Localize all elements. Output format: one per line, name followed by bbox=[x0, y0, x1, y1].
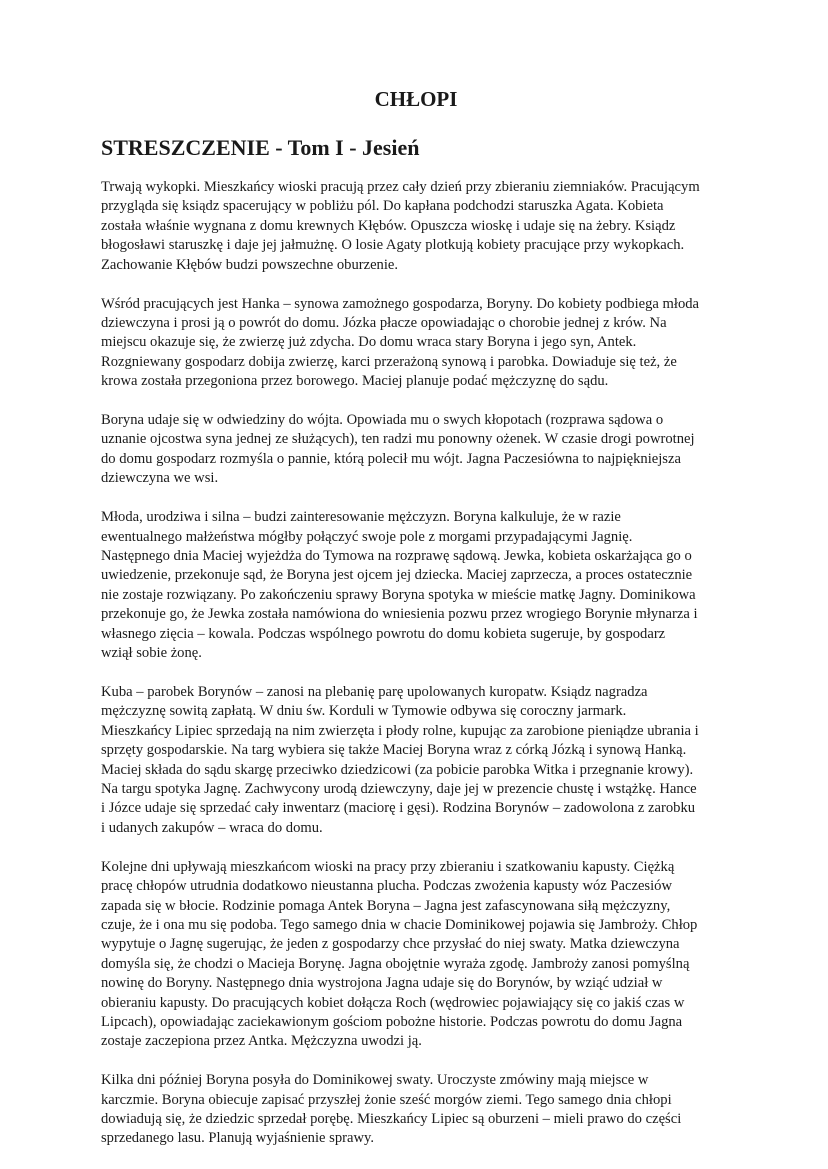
paragraph-line: nowinę do Boryny. Następnego dnia wystrojona Jagna udaje się do Borynów, by wziąć udział w bbox=[101, 975, 663, 992]
summary-paragraph bbox=[101, 295, 731, 392]
paragraph-line: Następnego dnia Maciej wyjeżdża do Tymowa na rozprawę sądową. Jewka, kobieta oskarżająca go o bbox=[101, 548, 692, 564]
paragraph-line: ewentualnego małżeństwa mógłby połączyć swoje pole z morgami przypadającymi Jagnię. bbox=[101, 528, 633, 545]
paragraph-line: Kolejne dni upływają mieszkańcom wioski na pracy przy zbieraniu i szatkowaniu kapusty. Ciężką bbox=[101, 858, 675, 875]
paragraph-line: i Józce udaje się sprzedać cały inwentarz (maciorę i gęsi). Rodzina Borynów – zadowolona z zarobku bbox=[101, 800, 696, 817]
paragraph-line: uznanie ojcostwa syna jednej ze służących), ten radzi mu ponowny ożenek. W czasie drogi powrotnej bbox=[101, 431, 695, 448]
paragraph-line: karczmie. Boryna obiecuje zapisać przyszłej żonie sześć morgów ziemi. Tego samego dnia chłopi bbox=[101, 1091, 672, 1108]
paragraph-line: Boryna udaje się w odwiedziny do wójta. Opowiada mu o swych kłopotach (rozprawa sądowa o bbox=[101, 412, 664, 429]
summary-paragraph bbox=[101, 683, 731, 838]
paragraph-line: własnego zięcia – kowala. Podczas wspólnego powrotu do domu kobieta sugeruje, by gospodarz bbox=[101, 625, 666, 642]
paragraph-line: wypytuje o Jagnę sugerując, że jeden z gospodarzy chce przysłać do niej swaty. Matka dziewczyna bbox=[101, 936, 680, 953]
paragraph-line: zostaje zaczepiona przez Antka. Mężczyzna uwodzi ją. bbox=[101, 1033, 422, 1050]
summary-body bbox=[101, 178, 731, 1168]
paragraph-line: dziewczyna we wsi. bbox=[101, 470, 219, 487]
paragraph-line: przygląda się ksiądz spacerujący w pobliżu pól. Do kapłana podchodzi staruszka Agata. Kobieta bbox=[101, 198, 664, 215]
paragraph-line: dziewczyna i prosi ją o powrót do domu. Józka płacze opowiadając o chorobie jednej z krów. Na bbox=[101, 314, 667, 331]
summary-paragraph bbox=[101, 858, 731, 1052]
summary-paragraph bbox=[101, 508, 731, 663]
paragraph-line: Lipcach), opowiadając zaciekawionym gościom pobożne historie. Podczas powrotu do domu Jagna bbox=[101, 1013, 683, 1030]
paragraph-line: Na targu spotyka Jagnę. Zachwycony urodą dziewczyny, daje jej w prezencie chustę i wstążkę. Hance bbox=[101, 780, 697, 797]
paragraph-line: Zachowanie Kłębów budzi powszechne oburzenie. bbox=[101, 256, 399, 273]
paragraph-line: pracę chłopów utrudnia dodatkowo nieustanna plucha. Podczas zwożenia kapusty wóz Paczesiów bbox=[101, 878, 673, 895]
paragraph-line: Mieszkańcy Lipiec sprzedają na nim zwierzęta i płody rolne, kupując za zarobione pieniądze ubrania i bbox=[101, 722, 699, 739]
paragraph-line: Młoda, urodziwa i silna – budzi zainteresowanie mężczyzn. Boryna kalkuluje, że w razie bbox=[101, 509, 621, 526]
paragraph-line: sprzedanego lasu. Planują wyjaśnienie sprawy. bbox=[101, 1130, 375, 1147]
paragraph-line: Wśród pracujących jest Hanka – synowa zamożnego gospodarza, Boryny. Do kobiety podbiega młoda bbox=[101, 295, 700, 312]
paragraph-line: dowiadują się, że dziedzic sprzedał porębę. Mieszkańcy Lipiec są oburzeni – mieli prawo do części bbox=[101, 1111, 682, 1128]
summary-paragraph bbox=[101, 1071, 731, 1149]
paragraph-line: sprzęty gospodarskie. Na targ wybiera się także Maciej Boryna wraz z córką Józką i synową Hanką. bbox=[101, 742, 687, 759]
summary-paragraph bbox=[101, 411, 731, 489]
paragraph-line: do domu gospodarz rozmyśla o pannie, którą polecił mu wójt. Jagna Paczesiówna to najpiękniejsza bbox=[101, 450, 681, 467]
paragraph-line: i udanych zakupów – wraca do domu. bbox=[101, 819, 323, 836]
section-title: STRESZCZENIE - Tom I - Jesień bbox=[101, 135, 420, 160]
paragraph-line: wziął sobie żonę. bbox=[101, 645, 202, 662]
paragraph-line: nie zostaje rozwiązany. Po zakończeniu sprawy Boryna spotyka w mieście matkę Jagny. Dominikowa bbox=[101, 586, 696, 603]
paragraph-line: przekonuje go, że Jewka została namówiona do wniesienia pozwu przez wrogiego Borynie młynarza i bbox=[101, 606, 698, 623]
paragraph-line: krowa została przegoniona przez borowego. Maciej planuje podać mężczyznę do sądu. bbox=[101, 373, 609, 390]
paragraph-line: zapada się w błocie. Rodzinie pomaga Antek Boryna – Jagna jest zafascynowana siłą mężczyzny, bbox=[101, 897, 671, 914]
paragraph-line: Kilka dni później Boryna posyła do Dominikowej swaty. Uroczyste zmówiny mają miejsce w bbox=[101, 1072, 649, 1089]
paragraph-line: Trwają wykopki. Mieszkańcy wioski pracują przez cały dzień przy zbieraniu ziemniaków. Pracującym bbox=[101, 179, 700, 195]
paragraph-line: Maciej składa do sądu skargę przeciwko dziedzicowi (za pobicie parobka Witka i przegnanie krowy). bbox=[101, 761, 694, 778]
paragraph-line: czuje, że i ona mu się podoba. Tego samego dnia w chacie Dominikowej pojawia się Jambroży. Chłop bbox=[101, 916, 698, 933]
paragraph-line: Kuba – parobek Borynów – zanosi na plebanię parę upolowanych kuropatw. Ksiądz nagradza bbox=[101, 683, 648, 700]
summary-paragraph bbox=[101, 178, 731, 275]
paragraph-line: błogosławi staruszkę i daje jej jałmużnę. O losie Agaty plotkują kobiety pracujące przy wykopkach. bbox=[101, 237, 685, 254]
paragraph-line: Rozgniewany gospodarz dobija zwierzę, karci przerażoną synową i parobka. Dowiaduje się też, że bbox=[101, 353, 677, 370]
paragraph-line: mężczyznę sowitą zapłatą. W dniu św. Korduli w Tymowie odbywa się coroczny jarmark. bbox=[101, 703, 627, 720]
paragraph-line: domyśla się, że chodzi o Macieja Borynę. Jagna obojętnie wyraża zgodę. Jambroży zanosi pomyślną bbox=[101, 955, 690, 972]
paragraph-line: uwiedzenie, przekonuje sąd, że Boryna jest ojcem jej dziecka. Maciej zaprzecza, a proces ostatecznie bbox=[101, 567, 693, 584]
paragraph-line: miejscu okazuje się, że zwierzę już zdycha. Do domu wraca stary Boryna i jego syn, Antek. bbox=[101, 334, 637, 351]
paragraph-line: obieraniu kapusty. Do pracujących kobiet dołącza Roch (wędrowiec pojawiający się co jakiś czas w bbox=[101, 994, 685, 1011]
paragraph-line: została właśnie wygnana z domu krewnych Kłębów. Opuszcza wioskę i udaje się na żebry. Ksiądz bbox=[101, 217, 676, 234]
document-title: CHŁOPI bbox=[374, 87, 458, 111]
